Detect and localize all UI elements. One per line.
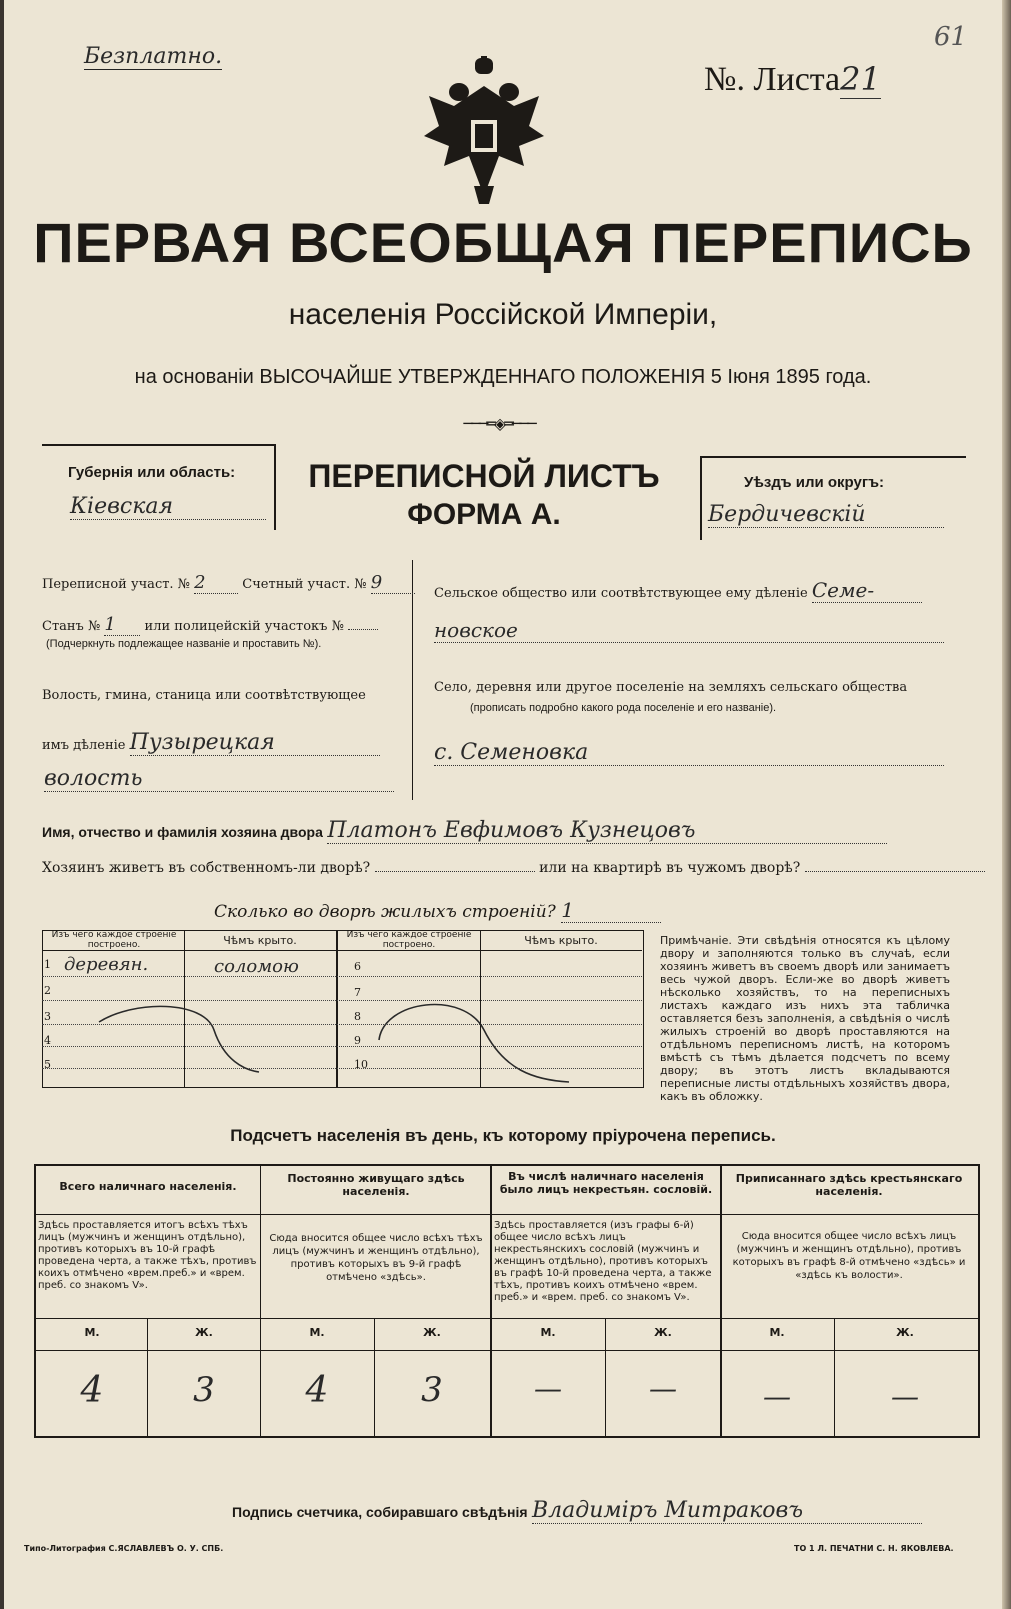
page-edge (1002, 0, 1011, 1609)
building-material-value: деревян. (64, 954, 149, 975)
row-number: 6 (354, 960, 361, 973)
buildings-table-divider (336, 930, 338, 1088)
col-header-assigned: Приписаннаго здѣсь крестьянскаго населенія. (735, 1172, 963, 1198)
ornament-divider: ───═◈═─── (463, 414, 535, 433)
female-label: Ж. (423, 1326, 441, 1339)
row-number: 3 (44, 1010, 51, 1023)
female-label: Ж. (896, 1326, 914, 1339)
province-top-rule (42, 444, 274, 446)
owner-name-line: Имя, отчество и фамилія хозяина двора Платонъ Евфимовъ Кузнецовъ (42, 818, 887, 844)
owner-name-value: Платонъ Евфимовъ Кузнецовъ (327, 818, 887, 844)
row-number: 5 (44, 1058, 51, 1071)
male-label: М. (84, 1326, 100, 1339)
printer-imprint-left: Типо-Литография С.ЯСЛАВЛЕВЪ О. У. СПБ. (24, 1544, 224, 1553)
nonpeasant-female-value: — (649, 1372, 677, 1405)
volost-line: имъ дѣленіе Пузырецкая (42, 730, 380, 756)
note-paragraph: Примѣчаніе. Эти свѣдѣнія относятся къ цѣлому двору и заполняются только въ случаѣ, если хозяинъ живетъ въ своемъ дворѣ или занимаетъ весь чужой дворъ. Если-же во дворѣ живетъ нѣсколько хозяйствъ, то на переписныхъ листахъ каждаго изъ нихъ эта табличка оставляется безъ заполненія, а свѣдѣнія о числѣ жилыхъ строеній во дворѣ проставляются на отдѣльномъ переписномъ листѣ, на которомъ вмѣстѣ съ тѣмъ дѣлается подсчетъ по всему двору; въ этотъ листъ вкладываются переписные листы отдѣльныхъ хозяйствъ двора, какъ въ обложку. (660, 934, 950, 1103)
form-title: ПЕРЕПИСНОЙ ЛИСТЪ (308, 458, 660, 494)
rural-society-value: Семе- (812, 578, 922, 603)
col-desc-assigned: Сюда вносится общее число всѣхъ лицъ (мужчинъ и женщинъ отдѣльно), противъ которыхъ въ графѣ 8-й отмѣчено «здѣсь» и «здѣсь къ волости». (732, 1231, 966, 1281)
district-label: Уѣздъ или округъ: (744, 474, 885, 491)
permanent-male-value: 4 (305, 1370, 329, 1411)
row-number: 10 (354, 1058, 368, 1071)
male-label: М. (769, 1326, 785, 1339)
female-label: Ж. (195, 1326, 213, 1339)
fields-divider (412, 560, 413, 800)
double-headed-eagle-emblem (419, 56, 549, 206)
row-number: 8 (354, 1010, 361, 1023)
volost-value-continued: волость (44, 766, 394, 792)
material-header-right: Изъ чего каждое строеніе построено. (346, 930, 472, 950)
male-label: М. (540, 1326, 556, 1339)
district-left-rule (700, 456, 702, 540)
volost-label: Волость, гмина, станица или соотвѣтствующее (42, 688, 366, 703)
col-header-non-peasant: Въ числѣ наличнаго населенія было лицъ некрестьян. сословій. (499, 1170, 713, 1196)
page-pencil-number: 61 (934, 22, 968, 52)
stan-note: (Подчеркнуть подлежащее названіе и проставить №). (46, 638, 322, 650)
female-label: Ж. (654, 1326, 672, 1339)
nonpeasant-male-value: — (534, 1372, 562, 1405)
row-number: 4 (44, 1034, 51, 1047)
building-roof-value: соломою (214, 956, 299, 977)
col-header-present: Всего наличнаго населенія. (59, 1180, 237, 1193)
assigned-female-value: — (891, 1380, 919, 1413)
rural-society-value-continued: новское (434, 618, 944, 643)
census-sections-line: Переписной участ. № 2 Счетный участ. № 9 (42, 572, 415, 594)
sheet-number-prefix: №. Листа (704, 61, 841, 98)
enumerator-signature-line: Подпись счетчика, собиравшаго свѣдѣнія Владиміръ Митраковъ (232, 1498, 922, 1524)
rural-society-line: Сельское общество или соотвѣтствующее ему дѣленіе Семе- (434, 578, 922, 603)
district-value: Бердичевскій (708, 502, 944, 528)
sheet-number-value: 21 (840, 60, 881, 98)
roof-header-left: Чѣмъ крыто. (223, 934, 297, 947)
col-desc-non-peasant: Здѣсь проставляется (изъ графы 6-й) общее число всѣхъ лицъ некрестьянскихъ сословій (мужчинъ и женщинъ отдѣльно), противъ которыхъ въ графѣ 10-й проведена черта, а также тѣхъ, противъ коихъ отмѣчено «врем. преб.» и «врем. преб. со знакомъ V». (494, 1220, 712, 1303)
present-male-value: 4 (80, 1370, 104, 1411)
row-number: 9 (354, 1034, 361, 1047)
census-section-value: 2 (194, 572, 238, 594)
village-note: (прописать подробно какого рода поселеніе и его названіе). (470, 702, 777, 714)
col-desc-present: Здѣсь проставляется итогъ всѣхъ тѣхъ лицъ (мужчинъ и женщинъ отдѣльно), противъ которыхъ въ 10-й графѣ проведена черта, а также тѣхъ, противъ коихъ отмѣчено «врем.преб.» и «врем. преб. со знакомъ V». (38, 1220, 257, 1291)
row-number: 1 (44, 958, 51, 971)
buildings-count-value: 1 (561, 898, 661, 923)
subtitle: населенія Россійской Имперіи, (288, 298, 718, 331)
province-label: Губернія или область: (68, 464, 236, 481)
row-number: 7 (354, 986, 361, 999)
present-female-value: 3 (193, 1370, 215, 1410)
printer-imprint-right: ТО 1 Л. ПЕЧАТНИ С. Н. ЯКОВЛЕВА. (794, 1544, 954, 1553)
volost-value: Пузырецкая (130, 730, 380, 756)
material-header-left: Изъ чего каждое строеніе построено. (51, 930, 177, 950)
village-value: с. Семеновка (434, 740, 944, 766)
free-label: Безплатно. (84, 44, 223, 69)
enumerator-signature-value: Владиміръ Митраковъ (532, 1498, 922, 1524)
province-value: Кіевская (70, 494, 266, 520)
stan-line: Станъ № 1 или полицейскій участокъ № (42, 614, 378, 636)
buildings-count-line: Сколько во дворѣ жилыхъ строеній? 1 (214, 898, 661, 923)
population-count-title: Подсчетъ населенія въ день, къ которому пріурочена перепись. (230, 1126, 776, 1145)
male-label: М. (309, 1326, 325, 1339)
stan-value: 1 (104, 614, 140, 636)
counting-section-value: 9 (371, 572, 415, 594)
strike-curve-left (94, 1000, 264, 1080)
owner-residence-line: Хозяинъ живетъ въ собственномъ-ли дворѣ? или на квартирѣ въ чужомъ дворѣ? (42, 860, 985, 876)
legal-basis-line: на основаніи ВЫСОЧАЙШЕ УТВЕРЖДЕННАГО ПОЛОЖЕНІЯ 5 Іюня 1895 года. (134, 366, 872, 388)
permanent-female-value: 3 (421, 1370, 443, 1410)
roof-header-right: Чѣмъ крыто. (524, 934, 598, 947)
strike-curve-right (374, 990, 574, 1090)
district-top-rule (700, 456, 966, 458)
form-subtitle: ФОРМА А. (407, 498, 561, 531)
sheet-number-label (704, 60, 881, 99)
assigned-male-value: — (763, 1380, 791, 1413)
village-label: Село, деревня или другое поселеніе на земляхъ сельскаго общества (434, 680, 908, 695)
col-desc-permanent: Сюда вносится общее число всѣхъ тѣхъ лицъ (мужчинъ и женщинъ отдѣльно), противъ которыхъ въ 9-й графѣ отмѣчено «здѣсь». (269, 1233, 483, 1283)
row-number: 2 (44, 984, 51, 997)
main-title: ПЕРВАЯ ВСЕОБЩАЯ ПЕРЕПИСЬ (33, 211, 973, 274)
col-header-permanent: Постоянно живущаго здѣсь населенія. (287, 1172, 465, 1198)
census-sheet (4, 0, 1002, 1609)
